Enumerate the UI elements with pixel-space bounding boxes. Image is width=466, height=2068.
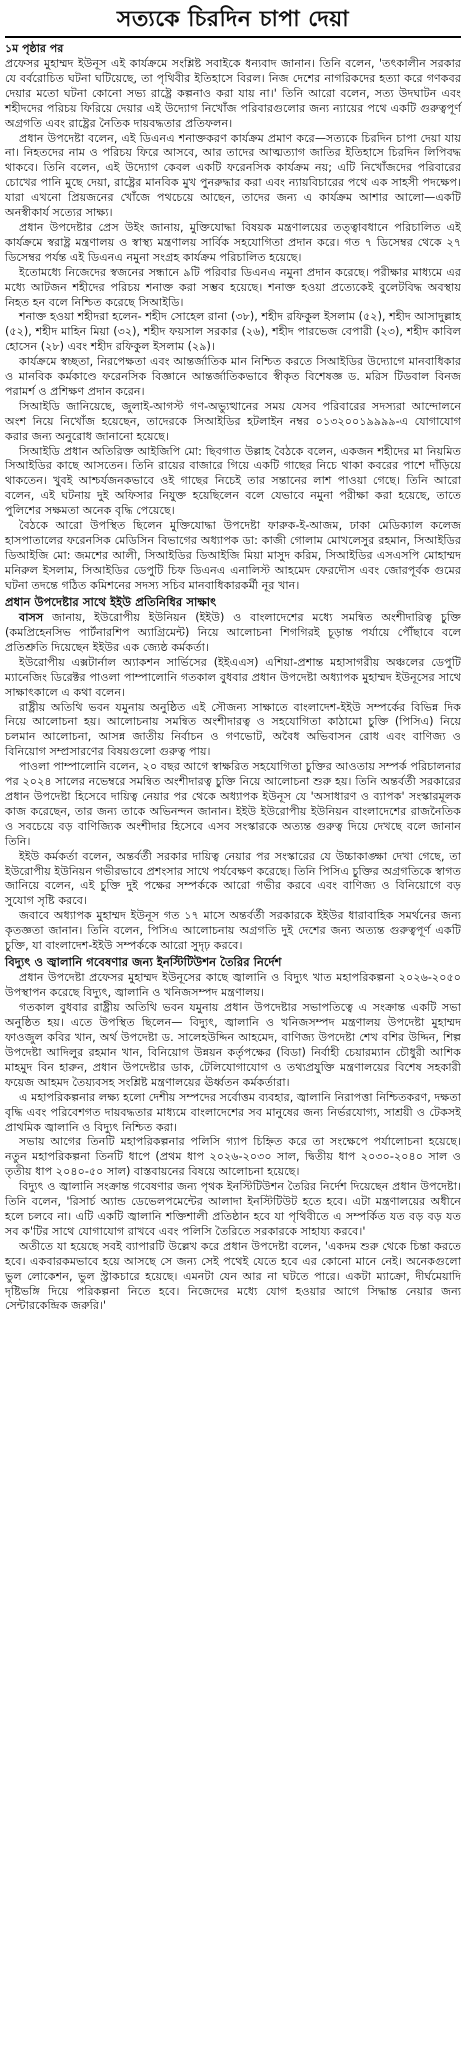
paragraph: গতকাল বুধবার রাষ্ট্রীয় অতিথি ভবন যমুনায় প্রধান উপদেষ্টার সভাপতিত্বে এ সংক্রান্ত একটি সভা অনুষ্ঠিত হয়। এতে উপস্থিত ছিলেন— বিদ্যুৎ, জ্বালানি ও খনিজসম্পদ মন্ত্রণালয় উপদেষ্টা মুহাম্মদ ফাওজুল কবির খান, অর্থ উপদেষ্টা ড. সালেহউদ্দিন আহমেদ, বাণিজ্য উপদেষ্টা শেখ বশির উদ্দিন, শিল্প উপদেষ্টা আদিলুর রহমান খান, বিনিয়োগ উন্নয়ন কর্তৃপক্ষের (বিডা) নির্বাহী চেয়ারম্যান চৌধুরী আশিক মাহমুদ বিন হারুন, প্রধান উপদেষ্টার ডাক, টেলিযোগাযোগ ও তথ্যপ্রযুক্তি মন্ত্রণালয়ের বিশেষ সহকারী ফয়েজ আহমদ তৈয়্যবসহ সংশ্লিষ্ট মন্ত্রণালয়ের ঊর্ধ্বতন কর্মকর্তারা। — [5, 1001, 461, 1089]
paragraph — [5, 611, 461, 656]
paragraph: জবাবে অধ্যাপক মুহাম্মদ ইউনূস গত ১৭ মাসে অন্তর্বর্তী সরকারকে ইইউর ধারাবাহিক সমর্থনের জন্য কৃতজ্ঞতা জানান। তিনি বলেন, পিসিএ আলোচনায় অগ্রগতি দুই দেশের জন্য অত্যন্ত গুরুত্বপূর্ণ একটি চুক্তি, যা বাংলাদেশ-ইইউ সম্পর্ককে আরো সুদৃঢ় করবে। — [5, 909, 461, 953]
paragraph: অতীতে যা হয়েছে সবই ব্যাপারটি উল্লেখ করে প্রধান উপদেষ্টা বলেন, 'একদম শুরু থেকে চিন্তা করতে হবে। একবারকমভাবে হয়ে আসছে সে জন্য সেই পথেই যেতে হবে এর কোনো মানে নেই। অনেকগুলো ভুল লোকেশন, ভুল স্ট্রাকচারে হয়েছে। এমনটা যেন আর না ঘটতে পারে। একটা ম্যাক্রো, দীর্ঘমেয়াদি দৃষ্টিভঙ্গি দিয়ে পরিকল্পনা নিতে হবে। নিজেদের মধ্যে যোগ হওয়ার আগে সিদ্ধান্ত নেয়ার জন্য সেন্টারকেন্দ্রিক জরুরি।' — [5, 1239, 461, 1313]
paragraph: বৈঠকে আরো উপস্থিত ছিলেন মুক্তিযোদ্ধা উপদেষ্টা ফারুক-ই-আজম, ঢাকা মেডিক্যাল কলেজ হাসপাতালের ফরেনসিক মেডিসিন বিভাগের অধ্যাপক ডা: কাজী গোলাম মোখলেসুর রহমান, সিআইডির ডিআইজি মো: জমশের আলী, সিআইডির ডিআইজি মিয়া মাসুদ করিম, সিআইডির এসএসপি মোহাম্মদ মনিরুল ইসলাম, সিআইডির ডেপুটি চিফ ডিএনএ এনালিস্ট আহমেদ ফেরদৌস এবং জোরপূর্বক গুমের ঘটনা তদন্তে গঠিত কমিশনের সদস্য সচিব মানবাধিকারকর্মী নূর খান। — [5, 519, 461, 592]
paragraph: এ মহাপরিকল্পনার লক্ষ্য হলো দেশীয় সম্পদের সর্বোত্তম ব্যবহার, জ্বালানি নিরাপত্তা নিশ্চিতকরণ, দক্ষতা বৃদ্ধি এবং পরিবেশগত দায়বদ্ধতার মাধ্যমে বাংলাদেশের সব মানুষের জন্য নির্ভরযোগ্য, সাশ্রয়ী ও টেকসই প্রাথমিক জ্বালানি ও বিদ্যুৎ নিশ্চিত করা। — [5, 1090, 461, 1134]
paragraph: সিআইডি জানিয়েছে, জুলাই-আগস্ট গণ-অভ্যুত্থানের সময় যেসব পরিবারের সদস্যরা আন্দোলনে অংশ নিয়ে নিখোঁজ হয়েছেন, তাদেরকে সিআইডির হটলাইন নম্বর ০১৩২০০১৯৯৯৯-এ যোগাযোগ করার জন্য অনুরোধ জানানো হয়েছে। — [5, 399, 461, 443]
paragraph: কার্যক্রমে স্বচ্ছতা, নিরপেক্ষতা এবং আন্তর্জাতিক মান নিশ্চিত করতে সিআইডির উদ্যোগে মানবাধিকার ও মানবিক কর্মকাণ্ডে ফরেনসিক বিজ্ঞানে আন্তর্জাতিকভাবে স্বীকৃত বিশেষজ্ঞ ড. মরিস টিডবাল বিনজ পরামর্শ ও প্রশিক্ষণ প্রদান করেন। — [5, 355, 461, 398]
dateline: বাসস — [19, 611, 44, 625]
continuation-label: ১ম পৃষ্ঠার পর — [5, 42, 64, 55]
paragraph: বিদ্যুৎ ও জ্বালানি সংক্রান্ত গবেষণার জন্য পৃথক ইনস্টিটিউশন তৈরির নির্দেশ দিয়েছেন প্রধান উপদেষ্টা। তিনি বলেন, 'রিসার্চ অ্যান্ড ডেভেলপমেন্টের আলাদা ইনস্টিটিউট হতে হবে। এটা মন্ত্রণালয়ের অধীনে হলে চলবে না। এটি একটি জ্বালানি শক্তিশালী প্রতিষ্ঠান হবে যা পৃথিবীতে এ সম্পর্কিত যত বড় বড় যত সব ক'টির সাথে যোগাযোগ রাখবে এবং পলিসি তৈরিতে সরকারকে সাহায্য করবে।' — [5, 1180, 461, 1238]
headline-rule — [5, 36, 461, 38]
section-heading-eu: প্রধান উপদেষ্টার সাথে ইইউ প্রতিনিধির সাক্ষাৎ — [5, 594, 217, 609]
article-body — [5, 57, 461, 1314]
headline: সত্যকে চিরদিন চাপা দেয়া — [116, 6, 350, 32]
paragraph: প্রধান উপদেষ্টার প্রেস উইং জানায়, মুক্তিযোদ্ধা বিষয়ক মন্ত্রণালয়ের তত্ত্বাবধানে পরিচালিত এই কার্যক্রমে স্বরাষ্ট্র মন্ত্রণালয় ও স্বাস্থ্য মন্ত্রণালয় সার্বিক সহযোগিতা প্রদান করে। গত ৭ ডিসেম্বর থেকে ২৭ ডিসেম্বর পর্যন্ত এই ডিএনএ নমুনা সংগ্রহ কার্যক্রম পরিচালিত হয়েছে। — [5, 220, 461, 264]
paragraph-text: জানায়, ইউরোপীয় ইউনিয়ন (ইইউ) ও বাংলাদেশের মধ্যে সমন্বিত অংশীদারিত্ব চুক্তি (কমপ্রিহেনসিভ পার্টনারশিপ অ্যাগ্রিমেন্ট) নিয়ে আলোচনা শিগগিরই চূড়ান্ত পর্যায়ে পৌঁছাবে বলে প্রতিশ্রুতি দিয়েছেন ইইউর এক জ্যেষ্ঠ কর্মকর্তা। — [5, 611, 461, 654]
paragraph: শনাক্ত হওয়া শহীদরা হলেন- শহীদ সোহেল রানা (৩৮), শহীদ রফিকুল ইসলাম (৫২), শহীদ আসাদুল্লাহ (৫২), শহীদ মাহিন মিয়া (৩২), শহীদ ফয়সাল সরকার (২৬), শহীদ পারভেজ বেপারী (২৩), শহীদ কাবিল হোসেন (২৮) এবং শহীদ রফিকুল ইসলাম (২৯)। — [5, 310, 461, 354]
paragraph: পাওলা পাম্পালোনি বলেন, ২০ বছর আগে স্বাক্ষরিত সহযোগিতা চুক্তির আওতায় সম্পর্ক পরিচালনার পর ২০২৪ সালের নভেম্বরে সমন্বিত অংশীদারত্ব চুক্তি নিয়ে আলোচনা শুরু হয়। তিনি অন্তর্বর্তী সরকারের প্রধান উপদেষ্টা হিসেবে দায়িত্ব নেয়ার পর থেকে অধ্যাপক ইউনূস যে 'অসাধারণ ও ব্যাপক' সংস্কারমূলক কাজ করেছেন, তার জন্য তাকে অভিনন্দন জানান। ইইউ ইউরোপীয় ইউনিয়ন বাংলাদেশের রাজনৈতিক ও সবচেয়ে বড় বাণিজ্যিক অংশীদার হিসেবে এসব সংস্কারকে অত্যন্ত গুরুত্ব দিয়ে দেখছে বলে জানান তিনি। — [5, 760, 461, 848]
paragraph: ইইউ কর্মকর্তা বলেন, অন্তর্বর্তী সরকার দায়িত্ব নেয়ার পর সংস্কারের যে উচ্চাকাঙ্ক্ষা দেখা গেছে, তা ইউরোপীয় ইউনিয়ন গভীরভাবে প্রশংসার সাথে পর্যবেক্ষণ করেছে। তিনি পিসিএ চুক্তির অগ্রগতিকে স্বাগত জানিয়ে বলেন, এই চুক্তি দুই পক্ষের সম্পর্ককে আরো গভীর করবে এবং বাণিজ্য ও বিনিয়োগে বড় সুযোগ সৃষ্টি করবে। — [5, 849, 461, 908]
paragraph: সভায় আগের তিনটি মহাপরিকল্পনার পলিসি গ্যাপ চিহ্নিত করে তা সংক্ষেপে পর্যালোচনা হয়েছে। নতুন মহাপরিকল্পনা তিনটি ধাপে (প্রথম ধাপ ২০২৬-২০৩০ সাল, দ্বিতীয় ধাপ ২০৩০-২০৪০ সাল ও তৃতীয় ধাপ ২০৪০-৫০ সাল) বাস্তবায়নের বিষয়ে আলোচনা হয়েছে। — [5, 1135, 461, 1179]
section-heading-energy: বিদ্যুৎ ও জ্বালানি গবেষণার জন্য ইনস্টিটিউশন তৈরির নির্দেশ — [5, 954, 282, 969]
paragraph: রাষ্ট্রীয় অতিথি ভবন যমুনায় অনুষ্ঠিত এই সৌজন্য সাক্ষাতে বাংলাদেশ-ইইউ সম্পর্কের বিভিন্ন দিক নিয়ে আলোচনা হয়। আলোচনায় সমন্বিত অংশীদারত্ব ও সহযোগিতা কাঠামো চুক্তি (পিসিএ) নিয়ে চলমান আলোচনা, আসন্ন জাতীয় নির্বাচন ও গণভোট, অবৈধ অভিবাসন রোধ এবং বাণিজ্য ও বিনিয়োগ সম্প্রসারণের বিষয়গুলো গুরুত্ব পায়। — [5, 700, 461, 759]
paragraph: ইউরোপীয় এক্সটার্নাল অ্যাকশন সার্ভিসের (ইইএএস) এশিয়া-প্রশান্ত মহাসাগরীয় অঞ্চলের ডেপুটি ম্যানেজিং ডিরেক্টর পাওলা পাম্পালোনি গতকাল বুধবার প্রধান উপদেষ্টা অধ্যাপক মুহাম্মদ ইউনূসের সাথে সাক্ষাৎকালে এ কথা বলেন। — [5, 655, 461, 699]
paragraph: সিআইডি প্রধান অতিরিক্ত আইজিপি মো: ছিবগাত উল্লাহ বৈঠকে বলেন, একজন শহীদের মা নিয়মিত সিআইডির কাছে আসতেন। তিনি রায়ের বাজারে গিয়ে একটি গাছের নিচে থাকা কবরের পাশে দাঁড়িয়ে থাকতেন। খুবই আশ্চর্যজনকভাবে ওই গাছের নিচেই তার সন্তানের লাশ পাওয়া গেছে। তিনি আরো বলেন, এই ঘটনায় দুই অফিসার নিযুক্ত হয়েছিলেন বলে যেভাবে নমুনা পরীক্ষা করা হয়েছে, তাতে পুলিশের সক্ষমতা অনেক বৃদ্ধি পেয়েছে। — [5, 444, 461, 518]
paragraph: প্রধান উপদেষ্টা বলেন, এই ডিএনএ শনাক্তকরণ কার্যক্রম প্রমাণ করে—সত্যকে চিরদিন চাপা দেয়া যায় না। নিহতদের নাম ও পরিচয় ফিরে আসবে, আর তাদের আত্মত্যাগ জাতির ইতিহাসে চিরদিন লিপিবদ্ধ থাকবে। তিনি বলেন, এই উদ্যোগ কেবল একটি ফরেনসিক কার্যক্রম নয়; এটি নিখোঁজদের পরিবারের চোখের পানি মুছে দেয়া, রাষ্ট্রের মানবিক মুখ পুনরুদ্ধার করা এবং ন্যায়বিচারের পথে এক সাহসী পদক্ষেপ। যারা এখনো প্রিয়জনের খোঁজে পথচেয়ে আছেন, তাদের জন্য এ কার্যক্রম আশার আলো—একটি অনস্বীকার্য সত্যের সাক্ষ্য। — [5, 131, 461, 220]
paragraph: প্রফেসর মুহাম্মদ ইউনূস এই কার্যক্রমে সংশ্লিষ্ট সবাইকে ধন্যবাদ জানান। তিনি বলেন, 'তৎকালীন সরকার যে বর্বরোচিত ঘটনা ঘটিয়েছে, তা পৃথিবীর ইতিহাসে বিরল। নিজ দেশের নাগরিকদের হত্যা করে গণকবর দেয়ার মতো ঘটনা কোনো সভ্য রাষ্ট্রে কল্পনাও করা যায় না।' তিনি আরো বলেন, সত্য উদঘাটন এবং শহীদদের পরিচয় ফিরিয়ে দেয়ার এই উদ্যোগ নিখোঁজ পরিবারগুলোর জন্য ন্যায়ের পথে একটি গুরুত্বপূর্ণ অগ্রগতি এবং রাষ্ট্রের নৈতিক দায়বদ্ধতার প্রতিফলন। — [5, 57, 461, 130]
paragraph: প্রধান উপদেষ্টা প্রফেসর মুহাম্মদ ইউনূসের কাছে জ্বালানি ও বিদ্যুৎ খাত মহাপরিকল্পনা ২০২৬-২০৫০ উপস্থাপন করেছে বিদ্যুৎ, জ্বালানি ও খনিজসম্পদ মন্ত্রণালয়। — [5, 971, 461, 1000]
paragraph: ইতোমধ্যে নিজেদের স্বজনের সন্ধানে ৯টি পরিবার ডিএনএ নমুনা প্রদান করেছে। পরীক্ষার মাধ্যমে এর মধ্যে আটজন শহীদের পরিচয় শনাক্ত করা সম্ভব হয়েছে। শনাক্ত হওয়া প্রত্যেকেই বুলেটবিদ্ধ অবস্থায় নিহত হন বলে নিশ্চিত করেছে সিআইডি। — [5, 265, 461, 309]
